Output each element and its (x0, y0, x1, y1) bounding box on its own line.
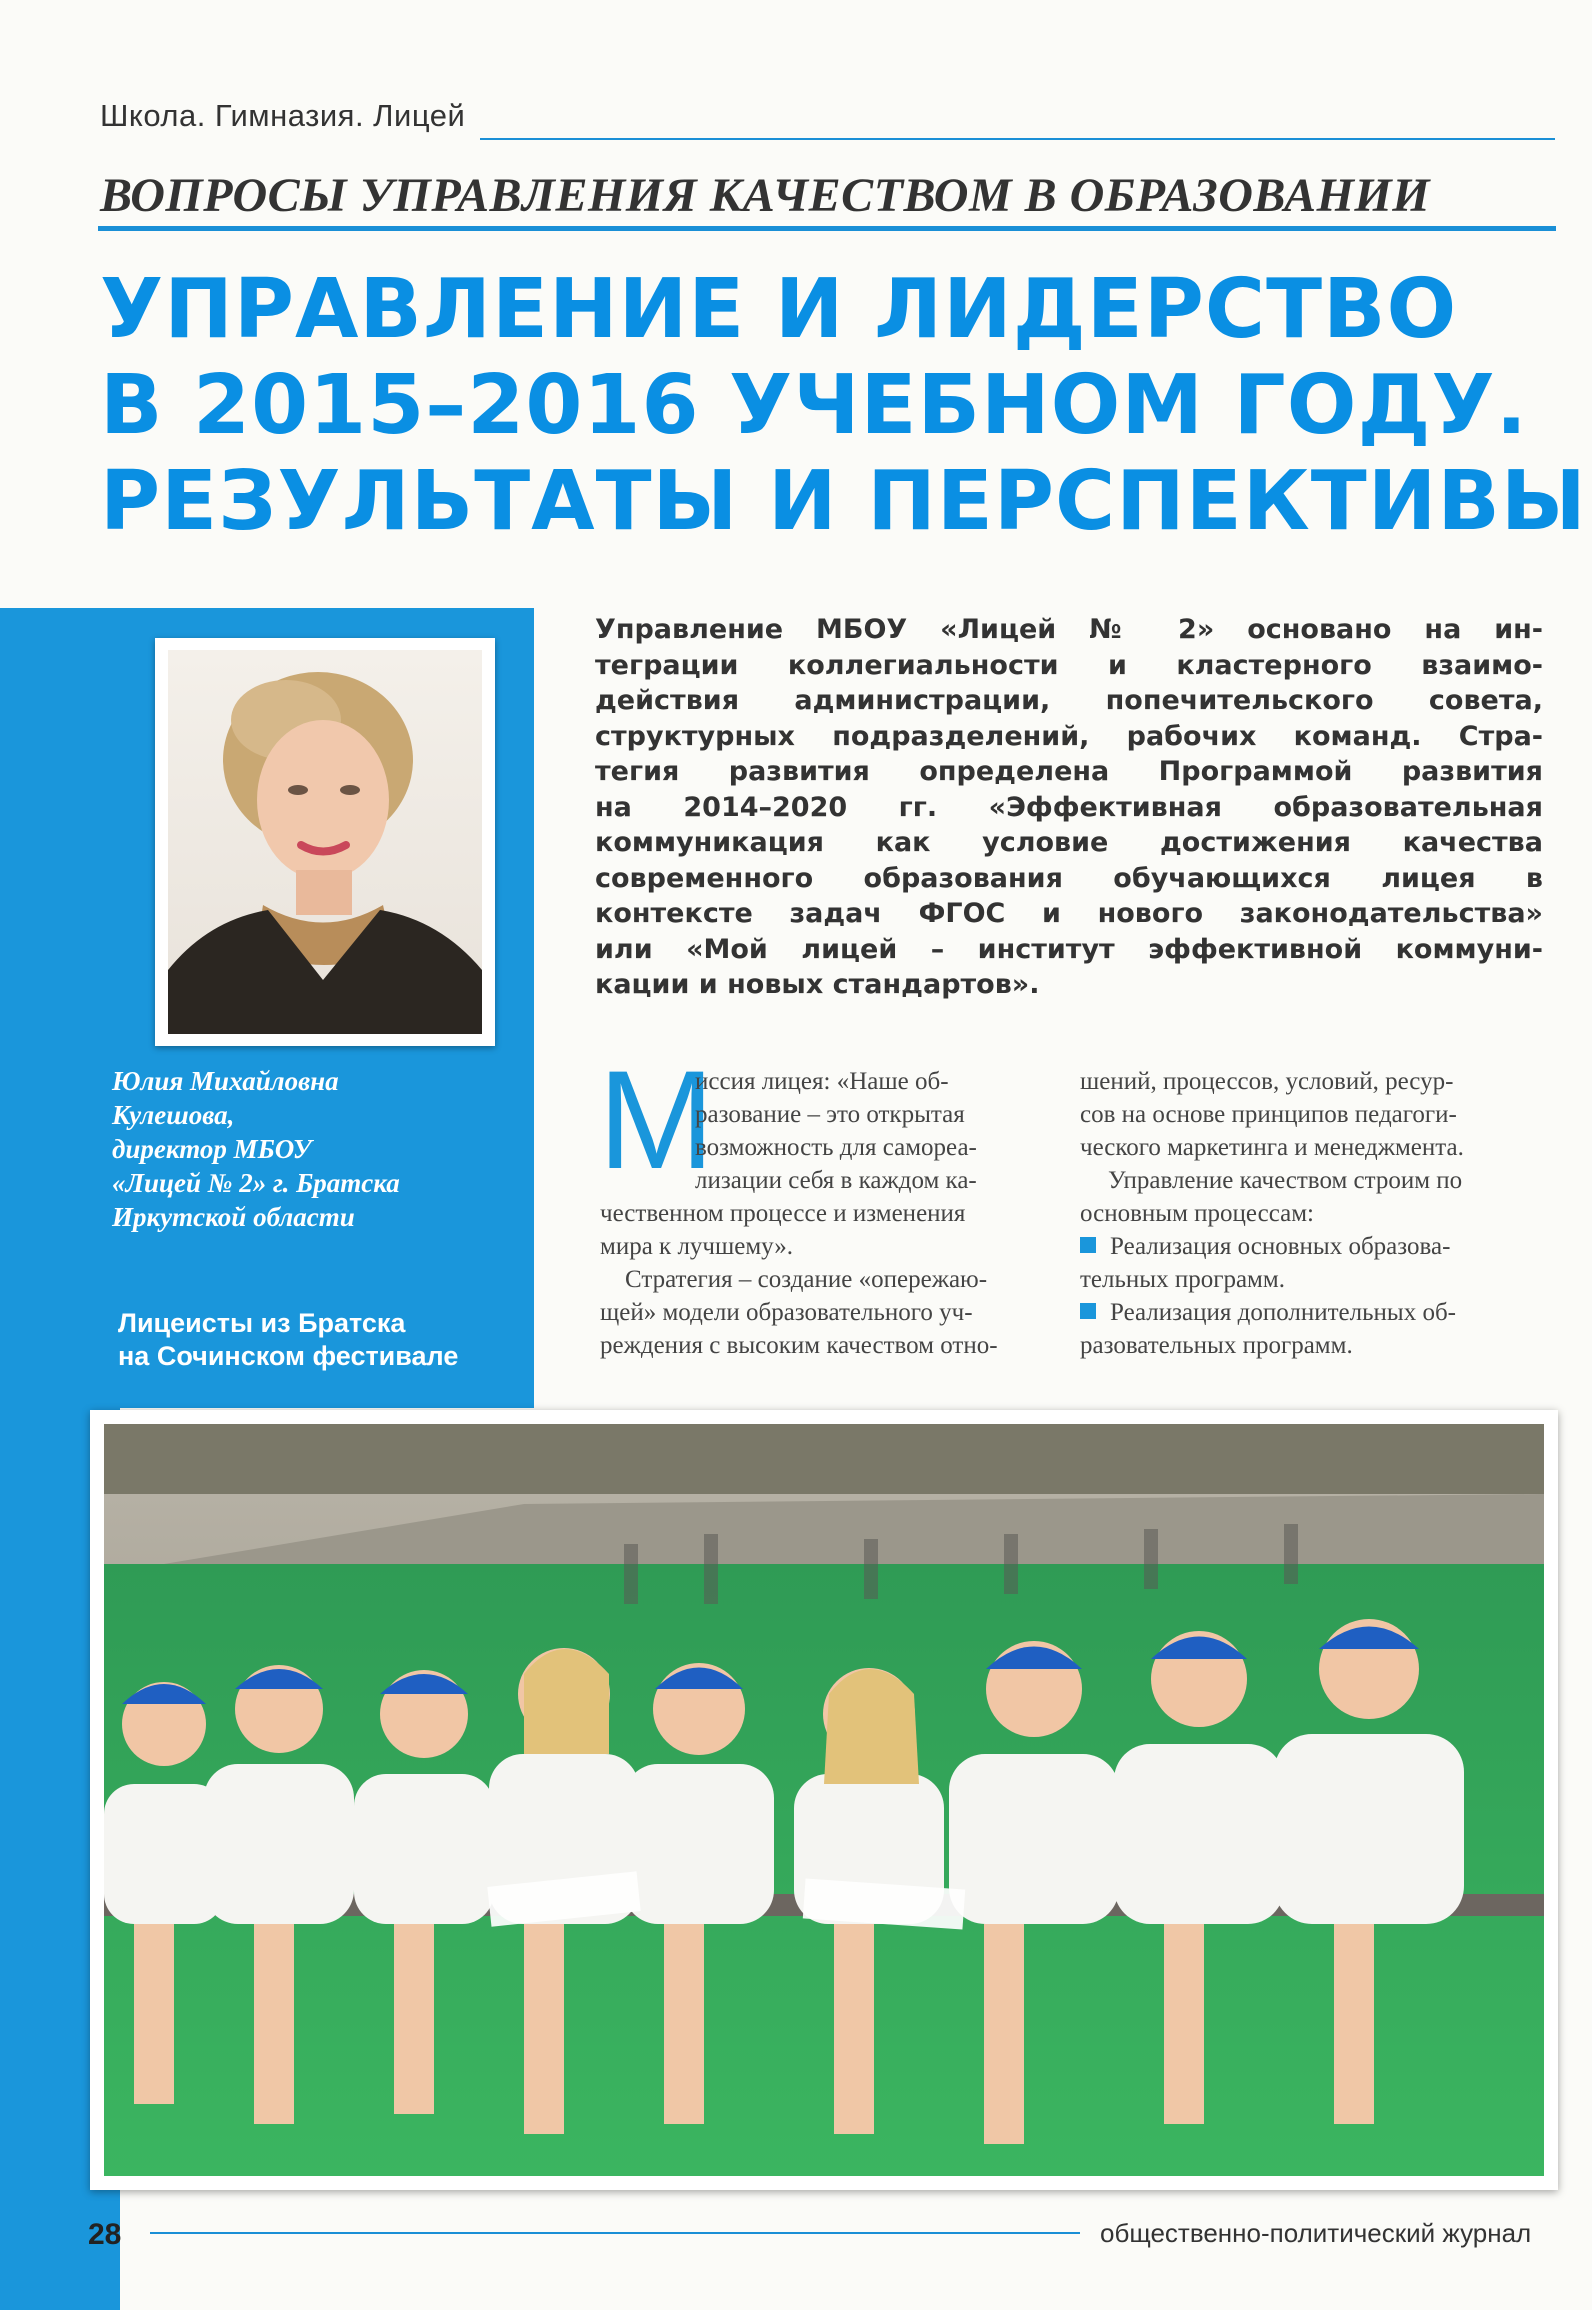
bullet-text: Реализация основных образова- (1110, 1233, 1451, 1260)
lead-line: действия администрации, попечительского совета, (595, 685, 1543, 716)
body-line: иссия лицея: «Наше об- (695, 1068, 949, 1095)
body-line: разовательных программ. (1080, 1332, 1353, 1359)
body-line: мира к лучшему». (600, 1233, 794, 1260)
body-line: основным процессам: (1080, 1200, 1314, 1227)
caption-line: Иркутской области (112, 1202, 355, 1232)
body-line: шений, процессов, условий, ресур- (1080, 1068, 1454, 1095)
body-line: реждения с высоким качеством отно- (600, 1332, 998, 1359)
portrait-caption (112, 1064, 512, 1234)
photo-label-line: Лицеисты из Братска (118, 1308, 406, 1338)
body-line: Управление качеством строим по (1108, 1167, 1463, 1194)
body-line: Стратегия – создание «опережаю- (625, 1266, 988, 1293)
lead-line: современного образования обучающихся лицея в (595, 862, 1543, 894)
photo-label-line: на Сочинском фестивале (118, 1341, 459, 1371)
lead-line: на 2014–2020 гг. «Эффективная образовательная (595, 791, 1543, 823)
journal-name: общественно-политический журнал (1100, 2218, 1532, 2248)
photo-label (118, 1307, 538, 1373)
lead-paragraph (595, 612, 1543, 1003)
caption-line: «Лицей № 2» г. Братска (112, 1168, 400, 1198)
bullet-icon (1080, 1303, 1096, 1319)
body-line: сов на основе принципов педагоги- (1080, 1101, 1457, 1128)
lead-line: Управление МБОУ «Лицей № 2» основано на ин- (595, 614, 1543, 645)
drop-cap: М (598, 1041, 715, 1198)
lead-line: контексте задач ФГОС и нового законодательства» (595, 898, 1543, 929)
lead-line: тегия развития определена Программой развития (595, 756, 1543, 787)
body-line: чественном процессе и изменения (600, 1200, 966, 1227)
lead-line: кации и новых стандартов». (595, 969, 1040, 1000)
caption-line: Юлия Михайловна (112, 1066, 339, 1096)
bullet-text: Реализация дополнительных об- (1110, 1299, 1456, 1326)
body-line: щей» модели образовательного уч- (600, 1299, 973, 1326)
body-column-1 (600, 1065, 1048, 1362)
bullet-item (1080, 1296, 1550, 1329)
rubric-title: ВОПРОСЫ УПРАВЛЕНИЯ КАЧЕСТВОМ В ОБРАЗОВАНИИ (100, 169, 1431, 222)
headline-line: РЕЗУЛЬТАТЫ И ПЕРСПЕКТИВЫ (100, 454, 1587, 549)
footer-rule (150, 2232, 1080, 2234)
lead-line: структурных подразделений, рабочих команд. Стра- (595, 720, 1543, 752)
lead-line: коммуникация как условие достижения качества (595, 827, 1543, 858)
body-line: лизации себя в каждом ка- (695, 1167, 977, 1194)
lead-line: теграции коллегиальности и кластерного взаимо- (595, 649, 1543, 681)
body-line: ческого маркетинга и менеджмента. (1080, 1134, 1464, 1161)
caption-line: директор МБОУ (112, 1134, 312, 1164)
body-column-2 (1080, 1065, 1550, 1362)
bullet-icon (1080, 1237, 1096, 1253)
body-line: тельных программ. (1080, 1266, 1285, 1293)
body-line: разование – это открытая (695, 1101, 965, 1128)
lead-line: или «Мой лицей – институт эффективной коммуни- (595, 933, 1543, 965)
rubric-rule (98, 226, 1556, 231)
header-rule (480, 138, 1555, 140)
body-line: возможность для самореа- (695, 1134, 977, 1161)
portrait-photo (168, 650, 482, 1034)
headline-line: УПРАВЛЕНИЕ И ЛИДЕРСТВО (100, 262, 1458, 357)
group-photo (104, 1424, 1544, 2176)
headline-line: В 2015–2016 УЧЕБНОМ ГОДУ. (100, 358, 1528, 453)
caption-line: Кулешова, (112, 1100, 235, 1130)
article-headline (100, 262, 1587, 550)
section-label: Школа. Гимназия. Лицей (100, 98, 466, 133)
bullet-item (1080, 1230, 1550, 1263)
page-number: 28 (88, 2218, 122, 2251)
